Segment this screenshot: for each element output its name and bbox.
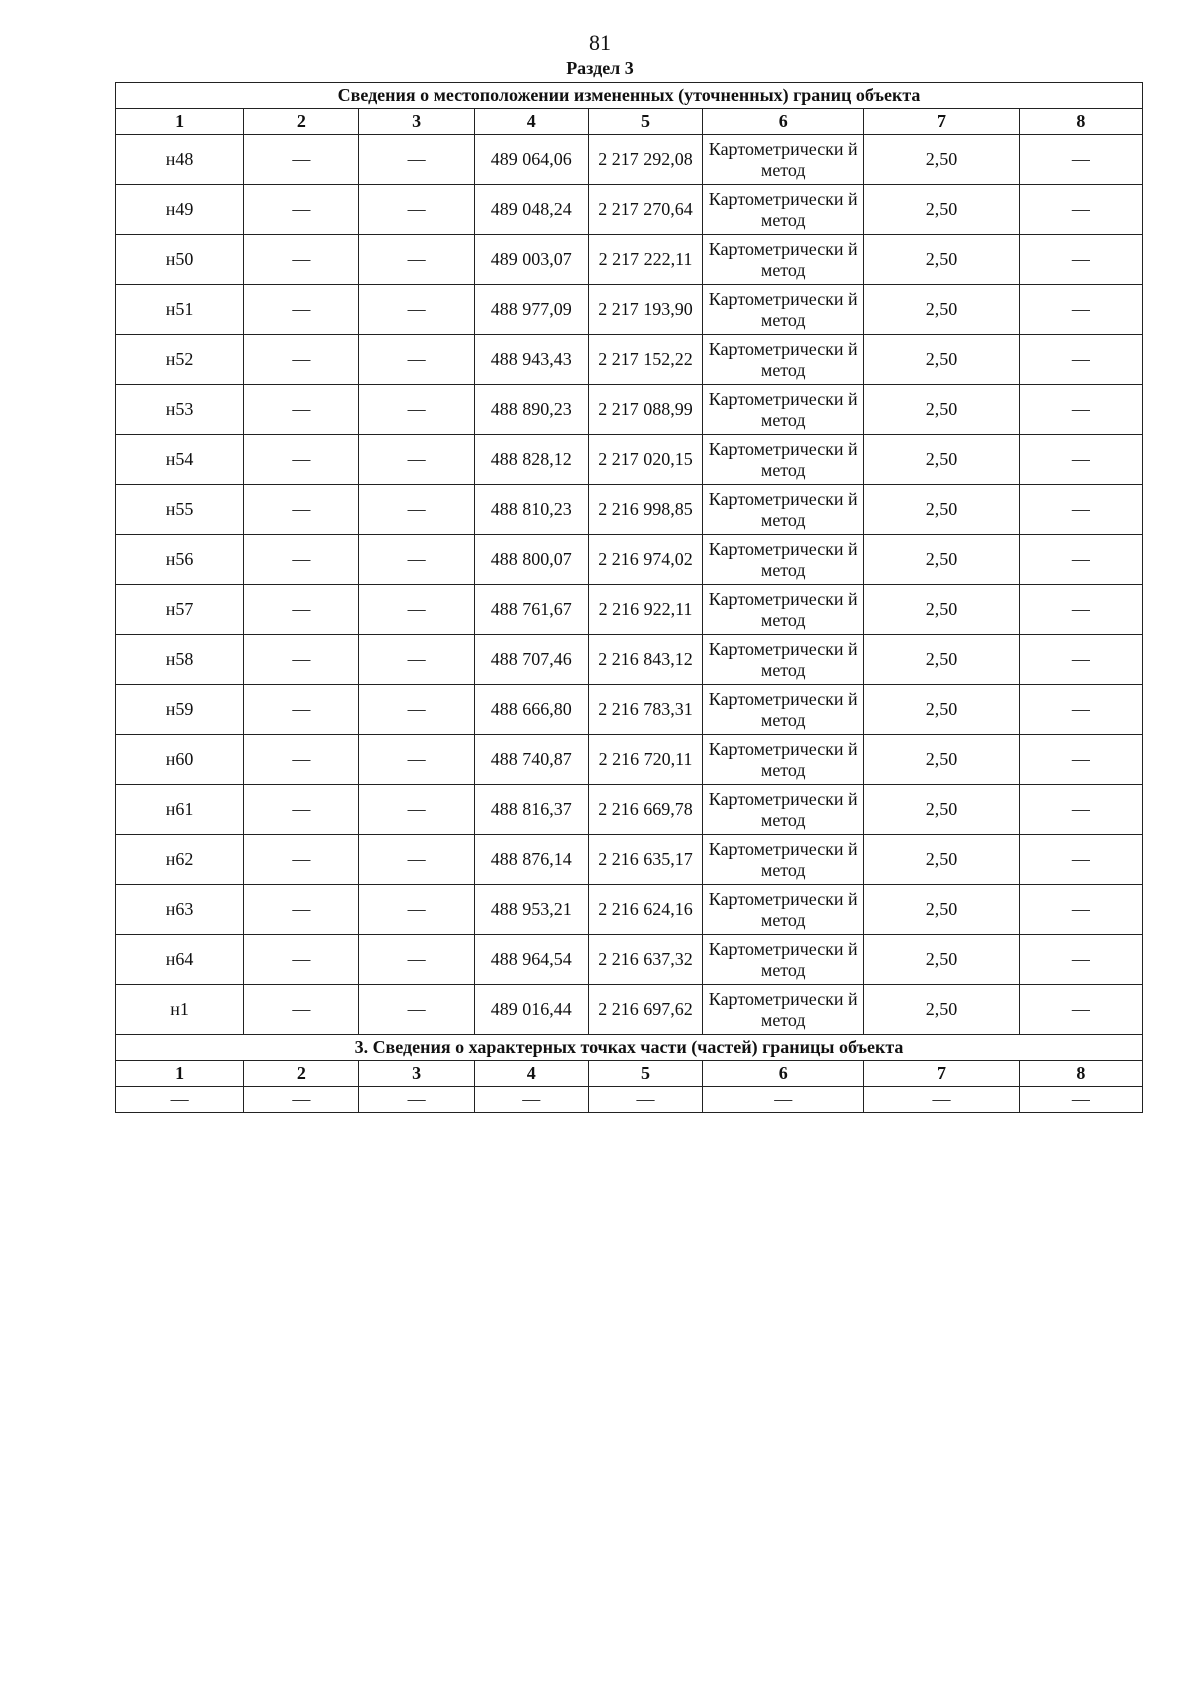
table-cell: — <box>1019 835 1142 885</box>
y-coordinate: 2 217 020,15 <box>598 449 693 469</box>
x-coordinate: 488 953,21 <box>490 899 572 919</box>
column-number: 8 <box>1019 1061 1142 1087</box>
x-coordinate-cell <box>474 735 588 785</box>
method-cell <box>703 885 864 935</box>
table-cell: 2,50 <box>864 335 1019 385</box>
table-row <box>116 985 1143 1035</box>
method-cell <box>703 435 864 485</box>
table-cell: — <box>1019 135 1142 185</box>
table-cell: — <box>359 935 474 985</box>
table-cell: — <box>1019 935 1142 985</box>
x-coordinate-cell <box>474 935 588 985</box>
table-cell: — <box>359 485 474 535</box>
point-name-cell: н56 <box>116 535 244 585</box>
x-coordinate-cell <box>474 185 588 235</box>
method-text: Картометрически й метод <box>708 338 858 380</box>
column-number: 3 <box>359 1061 474 1087</box>
y-coordinate-cell <box>588 485 702 535</box>
y-coordinate: 2 216 635,17 <box>598 849 693 869</box>
table-cell: — <box>359 1087 474 1113</box>
y-coordinate-cell <box>588 685 702 735</box>
method-text: Картометрически й метод <box>708 538 858 580</box>
column-number: 6 <box>703 1061 864 1087</box>
point-name-cell: н49 <box>116 185 244 235</box>
table-cell: 2,50 <box>864 185 1019 235</box>
method-text: Картометрически й метод <box>708 888 858 930</box>
method-text: Картометрически й метод <box>708 188 858 230</box>
x-coordinate: 488 943,43 <box>490 349 572 369</box>
table-cell: — <box>244 535 359 585</box>
y-coordinate: 2 216 637,32 <box>598 949 693 969</box>
y-coordinate-cell <box>588 435 702 485</box>
table-cell: — <box>359 585 474 635</box>
method-cell <box>703 485 864 535</box>
table-cell: — <box>244 635 359 685</box>
y-coordinate: 2 216 624,16 <box>598 899 693 919</box>
column-number: 5 <box>588 109 702 135</box>
y-coordinate-cell <box>588 835 702 885</box>
table-cell: — <box>244 335 359 385</box>
table-row <box>116 235 1143 285</box>
table-row <box>116 735 1143 785</box>
table-cell: — <box>244 985 359 1035</box>
table-cell: — <box>1019 235 1142 285</box>
column-number: 6 <box>703 109 864 135</box>
method-text: Картометрически й метод <box>708 838 858 880</box>
method-cell <box>703 535 864 585</box>
y-coordinate: 2 216 669,78 <box>598 799 693 819</box>
table-cell: — <box>244 235 359 285</box>
point-name-cell: н50 <box>116 235 244 285</box>
y-coordinate-cell <box>588 985 702 1035</box>
table-cell: — <box>244 585 359 635</box>
table-cell: — <box>244 185 359 235</box>
table-cell: — <box>864 1087 1019 1113</box>
x-coordinate: 489 064,06 <box>490 149 572 169</box>
y-coordinate: 2 216 697,62 <box>598 999 693 1019</box>
table-cell: — <box>1019 485 1142 535</box>
table-row <box>116 285 1143 335</box>
column-number: 2 <box>244 1061 359 1087</box>
y-coordinate-cell <box>588 635 702 685</box>
table1-title <box>116 83 1143 109</box>
table-row <box>116 185 1143 235</box>
table-row <box>116 585 1143 635</box>
table-row <box>116 385 1143 435</box>
column-number: 4 <box>474 1061 588 1087</box>
column-number: 5 <box>588 1061 702 1087</box>
method-text: Картометрически й метод <box>708 238 858 280</box>
y-coordinate: 2 217 222,11 <box>598 249 693 269</box>
x-coordinate: 489 003,07 <box>490 249 572 269</box>
table2-title <box>116 1035 1143 1061</box>
table-cell: — <box>1019 535 1142 585</box>
x-coordinate-cell <box>474 385 588 435</box>
table2-title-cell: 3. Сведения о характерных точках части (частей) границы объекта <box>116 1035 1143 1061</box>
table-cell: — <box>588 1087 702 1113</box>
table-cell: — <box>244 885 359 935</box>
table-cell: — <box>359 785 474 835</box>
y-coordinate-cell <box>588 285 702 335</box>
boundary-table <box>115 82 1143 1113</box>
table-cell: — <box>1019 385 1142 435</box>
x-coordinate: 488 761,67 <box>490 599 572 619</box>
point-name-cell: — <box>116 1087 244 1113</box>
y-coordinate-cell <box>588 235 702 285</box>
x-coordinate-cell <box>474 235 588 285</box>
table-cell: — <box>359 835 474 885</box>
column-number: 7 <box>864 109 1019 135</box>
table-cell: — <box>359 185 474 235</box>
y-coordinate-cell <box>588 185 702 235</box>
method-cell <box>703 335 864 385</box>
method-text: Картометрически й метод <box>708 788 858 830</box>
table-row <box>116 535 1143 585</box>
column-number: 7 <box>864 1061 1019 1087</box>
point-name-cell: н53 <box>116 385 244 435</box>
method-text: Картометрически й метод <box>708 638 858 680</box>
table-cell: — <box>359 635 474 685</box>
table-cell: — <box>1019 335 1142 385</box>
table-row <box>116 935 1143 985</box>
point-name-cell: н60 <box>116 735 244 785</box>
column-number: 4 <box>474 109 588 135</box>
table-cell: — <box>244 785 359 835</box>
table-cell: — <box>359 685 474 735</box>
x-coordinate: 488 800,07 <box>490 549 572 569</box>
table-cell: — <box>359 285 474 335</box>
table-cell: — <box>1019 685 1142 735</box>
column-number: 3 <box>359 109 474 135</box>
method-cell <box>703 585 864 635</box>
x-coordinate-cell <box>474 835 588 885</box>
table-row <box>116 635 1143 685</box>
table-cell: — <box>703 1087 864 1113</box>
table-cell: — <box>359 985 474 1035</box>
table-cell: — <box>244 385 359 435</box>
table-row <box>116 685 1143 735</box>
x-coordinate: 488 740,87 <box>490 749 572 769</box>
x-coordinate: 489 016,44 <box>490 999 572 1019</box>
method-text: Картометрически й метод <box>708 438 858 480</box>
y-coordinate: 2 216 998,85 <box>598 499 693 519</box>
column-number: 8 <box>1019 109 1142 135</box>
x-coordinate: 488 977,09 <box>490 299 572 319</box>
table-cell: — <box>1019 585 1142 635</box>
x-coordinate-cell <box>474 885 588 935</box>
method-cell <box>703 635 864 685</box>
x-coordinate: 488 707,46 <box>490 649 572 669</box>
table-cell: — <box>1019 735 1142 785</box>
method-cell <box>703 135 864 185</box>
x-coordinate-cell <box>474 335 588 385</box>
table-row <box>116 835 1143 885</box>
y-coordinate: 2 217 193,90 <box>598 299 693 319</box>
table-cell: — <box>359 535 474 585</box>
y-coordinate: 2 216 843,12 <box>598 649 693 669</box>
table-cell: 2,50 <box>864 385 1019 435</box>
column-number: 1 <box>116 109 244 135</box>
x-coordinate: 489 048,24 <box>490 199 572 219</box>
table1-title-cell: Сведения о местоположении измененных (уточненных) границ объекта <box>116 83 1143 109</box>
table-cell: — <box>359 885 474 935</box>
point-name-cell: н54 <box>116 435 244 485</box>
y-coordinate: 2 217 152,22 <box>598 349 693 369</box>
table-cell: — <box>359 735 474 785</box>
section-title: Раздел 3 <box>566 58 634 78</box>
table-row <box>116 1087 1143 1113</box>
x-coordinate-cell <box>474 535 588 585</box>
method-text: Картометрически й метод <box>708 138 858 180</box>
method-cell <box>703 935 864 985</box>
table-cell: 2,50 <box>864 535 1019 585</box>
table-cell: — <box>359 135 474 185</box>
x-coordinate-cell <box>474 685 588 735</box>
table-row <box>116 135 1143 185</box>
x-coordinate-cell <box>474 635 588 685</box>
column-number: 2 <box>244 109 359 135</box>
table-cell: — <box>474 1087 588 1113</box>
method-cell <box>703 835 864 885</box>
y-coordinate-cell <box>588 335 702 385</box>
y-coordinate-cell <box>588 785 702 835</box>
method-cell <box>703 785 864 835</box>
table-cell: — <box>359 385 474 435</box>
x-coordinate: 488 964,54 <box>490 949 572 969</box>
method-text: Картометрически й метод <box>708 688 858 730</box>
y-coordinate: 2 216 974,02 <box>598 549 693 569</box>
table-cell: — <box>1019 635 1142 685</box>
point-name-cell: н57 <box>116 585 244 635</box>
method-text: Картометрически й метод <box>708 388 858 430</box>
method-text: Картометрически й метод <box>708 738 858 780</box>
method-text: Картометрически й метод <box>708 938 858 980</box>
table1-column-numbers <box>116 109 1143 135</box>
point-name-cell: н1 <box>116 985 244 1035</box>
table-cell: 2,50 <box>864 735 1019 785</box>
method-cell <box>703 235 864 285</box>
table-cell: 2,50 <box>864 435 1019 485</box>
point-name-cell: н55 <box>116 485 244 535</box>
table2-column-numbers <box>116 1061 1143 1087</box>
x-coordinate: 488 816,37 <box>490 799 572 819</box>
table-cell: 2,50 <box>864 585 1019 635</box>
table-cell: — <box>244 435 359 485</box>
table-cell: 2,50 <box>864 135 1019 185</box>
table-row <box>116 335 1143 385</box>
point-name-cell: н63 <box>116 885 244 935</box>
table-cell: 2,50 <box>864 285 1019 335</box>
table-cell: — <box>244 1087 359 1113</box>
x-coordinate: 488 876,14 <box>490 849 572 869</box>
x-coordinate-cell <box>474 285 588 335</box>
y-coordinate: 2 216 922,11 <box>598 599 693 619</box>
table-row <box>116 785 1143 835</box>
table-cell: 2,50 <box>864 685 1019 735</box>
table-cell: 2,50 <box>864 235 1019 285</box>
point-name-cell: н48 <box>116 135 244 185</box>
method-text: Картометрически й метод <box>708 988 858 1030</box>
table-cell: 2,50 <box>864 485 1019 535</box>
x-coordinate-cell <box>474 785 588 835</box>
y-coordinate: 2 217 088,99 <box>598 399 693 419</box>
table-cell: — <box>244 835 359 885</box>
table-cell: 2,50 <box>864 935 1019 985</box>
table-cell: 2,50 <box>864 635 1019 685</box>
column-number: 1 <box>116 1061 244 1087</box>
table-cell: — <box>359 335 474 385</box>
y-coordinate-cell <box>588 535 702 585</box>
y-coordinate-cell <box>588 885 702 935</box>
y-coordinate: 2 217 292,08 <box>598 149 693 169</box>
point-name-cell: н62 <box>116 835 244 885</box>
table-cell: — <box>244 685 359 735</box>
table-cell: — <box>1019 1087 1142 1113</box>
method-cell <box>703 685 864 735</box>
x-coordinate: 488 666,80 <box>490 699 572 719</box>
table-cell: — <box>244 935 359 985</box>
y-coordinate-cell <box>588 735 702 785</box>
y-coordinate-cell <box>588 135 702 185</box>
table-cell: — <box>1019 435 1142 485</box>
method-text: Картометрически й метод <box>708 588 858 630</box>
x-coordinate-cell <box>474 985 588 1035</box>
table-cell: — <box>1019 885 1142 935</box>
y-coordinate-cell <box>588 935 702 985</box>
point-name-cell: н61 <box>116 785 244 835</box>
method-cell <box>703 985 864 1035</box>
y-coordinate: 2 216 720,11 <box>598 749 693 769</box>
table-cell: — <box>1019 285 1142 335</box>
x-coordinate-cell <box>474 485 588 535</box>
x-coordinate-cell <box>474 135 588 185</box>
table-cell: 2,50 <box>864 885 1019 935</box>
y-coordinate: 2 217 270,64 <box>598 199 693 219</box>
y-coordinate: 2 216 783,31 <box>598 699 693 719</box>
table-row <box>116 485 1143 535</box>
x-coordinate: 488 810,23 <box>490 499 572 519</box>
x-coordinate: 488 828,12 <box>490 449 572 469</box>
method-cell <box>703 185 864 235</box>
point-name-cell: н59 <box>116 685 244 735</box>
table-cell: — <box>244 485 359 535</box>
y-coordinate-cell <box>588 585 702 635</box>
method-text: Картометрически й метод <box>708 488 858 530</box>
table-row <box>116 885 1143 935</box>
table-cell: 2,50 <box>864 985 1019 1035</box>
table-cell: — <box>244 735 359 785</box>
table-cell: — <box>1019 785 1142 835</box>
table-cell: 2,50 <box>864 785 1019 835</box>
table-cell: 2,50 <box>864 835 1019 885</box>
table-cell: — <box>359 435 474 485</box>
page-number: 81 <box>589 30 611 55</box>
table-row <box>116 435 1143 485</box>
y-coordinate-cell <box>588 385 702 435</box>
method-cell <box>703 385 864 435</box>
point-name-cell: н51 <box>116 285 244 335</box>
x-coordinate-cell <box>474 435 588 485</box>
point-name-cell: н58 <box>116 635 244 685</box>
x-coordinate-cell <box>474 585 588 635</box>
point-name-cell: н52 <box>116 335 244 385</box>
point-name-cell: н64 <box>116 935 244 985</box>
table-cell: — <box>1019 185 1142 235</box>
table-cell: — <box>359 235 474 285</box>
method-text: Картометрически й метод <box>708 288 858 330</box>
x-coordinate: 488 890,23 <box>490 399 572 419</box>
table-cell: — <box>244 285 359 335</box>
method-cell <box>703 285 864 335</box>
table-cell: — <box>1019 985 1142 1035</box>
table-cell: — <box>244 135 359 185</box>
method-cell <box>703 735 864 785</box>
